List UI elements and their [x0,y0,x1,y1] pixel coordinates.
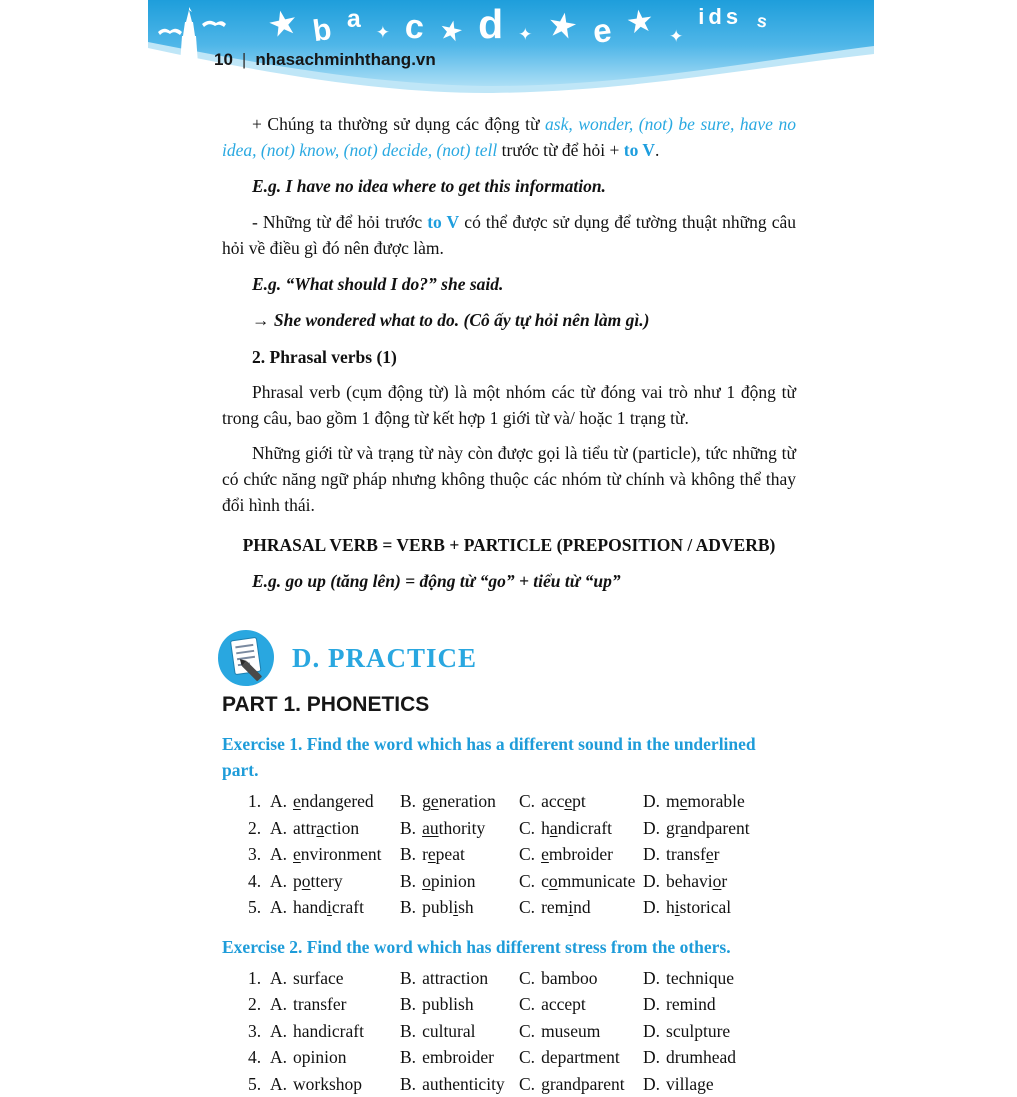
answer-option: D. drumhead [643,1044,796,1071]
text-run: + Chúng ta thường sử dụng các động từ [252,114,545,134]
option-letter: D. [643,871,660,891]
option-letter: D. [643,994,660,1014]
exercise-2-title: Exercise 2. Find the word which has different stress from the others. [222,934,796,960]
option-letter: C. [519,968,535,988]
option-letter: A. [270,871,287,891]
option-letter: D. [643,1047,660,1067]
question-row [248,1044,796,1071]
example-sentence-3: E.g. go up (tăng lên) = động từ “go” + tiểu từ “up” [222,568,796,594]
answer-option: D. memorable [643,788,796,815]
answer-option: A. handicraft [270,1018,400,1045]
question-row [248,788,796,815]
practice-section-header [216,628,796,688]
option-letter: B. [400,968,416,988]
exercise-1-title: Exercise 1. Find the word which has a different sound in the underlined part. [222,731,796,783]
answer-option: B. embroider [400,1044,519,1071]
option-letter: B. [400,791,416,811]
answer-option: C. accept [519,991,643,1018]
option-letter: C. [519,791,535,811]
option-letter: C. [519,897,535,917]
option-letter: B. [400,897,416,917]
answer-option: D. grandparent [643,815,796,842]
question-row [248,1018,796,1045]
header-decor-letters [268,8,868,49]
option-letter: D. [643,1074,660,1094]
answer-option: D. remind [643,991,796,1018]
option-letter: A. [270,844,287,864]
exercise-2-rows [248,965,796,1097]
answer-option: A. attraction [270,815,400,842]
answer-option: A. environment [270,841,400,868]
answer-option: D. historical [643,894,796,921]
answer-option: B. publish [400,894,519,921]
sparkle-icon: ✦ [518,26,532,43]
option-letter: A. [270,1074,287,1094]
answer-option: A. opinion [270,1044,400,1071]
decor-letter: s [756,11,768,30]
question-number: 5. [248,894,270,921]
option-letter: D. [643,791,660,811]
star-icon: ★ [436,16,465,47]
star-icon: ★ [545,8,581,47]
option-letter: D. [643,897,660,917]
decor-letter: b [311,15,333,47]
answer-option: A. surface [270,965,400,992]
question-number: 4. [248,868,270,895]
option-letter: D. [643,968,660,988]
answer-option: C. bamboo [519,965,643,992]
star-icon: ★ [624,4,656,39]
option-letter: B. [400,844,416,864]
answer-option: B. publish [400,991,519,1018]
option-letter: C. [519,994,535,1014]
sparkle-icon: ✦ [376,24,390,41]
practice-section-title: D. PRACTICE [292,645,477,671]
question-row [248,991,796,1018]
decor-letter: e [591,13,613,48]
option-letter: B. [400,1047,416,1067]
text-run: trước từ để hỏi + [497,140,624,160]
text-run: - Những từ để hỏi trước [252,212,427,232]
option-letter: A. [270,818,287,838]
phrasal-verb-formula: PHRASAL VERB = VERB + PARTICLE (PREPOSITION / ADVERB) [222,532,796,558]
notepad-pencil-icon [216,628,276,688]
to-v-label: to V [624,140,655,160]
page-number-line [214,50,436,70]
option-letter: C. [519,1021,535,1041]
divider: | [242,50,246,69]
option-letter: C. [519,818,535,838]
book-page [148,0,874,1017]
answer-option: C. department [519,1044,643,1071]
question-number: 2. [248,991,270,1018]
paragraph-reporting-verbs [222,111,796,163]
answer-option: C. accept [519,788,643,815]
answer-option: D. village [643,1071,796,1097]
answer-option: B. cultural [400,1018,519,1045]
text-run: có thể được sử dụng để tường thuật những câu hỏi về điều gì đó nên được làm. [222,212,796,258]
question-number: 5. [248,1071,270,1097]
answer-option: C. embroider [519,841,643,868]
verb-list: ask, wonder, (not) be sure, have no idea, (not) know, (not) decide, (not) tell [222,114,796,160]
answer-option: B. authenticity [400,1071,519,1097]
option-letter: B. [400,994,416,1014]
option-letter: B. [400,1074,416,1094]
option-letter: A. [270,1021,287,1041]
question-row [248,1071,796,1097]
option-letter: A. [270,897,287,917]
question-row [248,868,796,895]
answer-option: D. technique [643,965,796,992]
question-row [248,894,796,921]
part-1-title: PART 1. PHONETICS [222,692,796,718]
answer-option: B. repeat [400,841,519,868]
answer-option: C. handicraft [519,815,643,842]
answer-option: A. endangered [270,788,400,815]
option-letter: A. [270,791,287,811]
answer-option: B. opinion [400,868,519,895]
answer-option: C. museum [519,1018,643,1045]
star-icon: ★ [265,5,302,45]
answer-option: B. authority [400,815,519,842]
option-letter: C. [519,1074,535,1094]
paragraph-particle-definition: Những giới từ và trạng từ này còn được gọi là tiểu từ (particle), tức những từ có chức năng ngữ pháp nhưng không thuộc các nhóm từ chính và không thể thay đổi hình thái. [222,440,796,518]
paragraph-question-words [222,209,796,261]
question-number: 3. [248,1018,270,1045]
question-number: 1. [248,965,270,992]
page-number: 10 [214,50,233,69]
option-letter: B. [400,1021,416,1041]
answer-option: B. attraction [400,965,519,992]
question-number: 3. [248,841,270,868]
example-arrow-line: → She wondered what to do. (Cô ấy tự hỏi nên làm gì.) [222,307,796,333]
question-number: 1. [248,788,270,815]
page-content [148,100,874,1097]
text-run: . [655,140,659,160]
question-row [248,965,796,992]
option-letter: A. [270,968,287,988]
to-v-label: to V [427,212,459,232]
subsection-heading-phrasal-verbs: 2. Phrasal verbs (1) [222,344,796,370]
answer-option: B. generation [400,788,519,815]
decor-letter: d [478,4,503,45]
answer-option: A. pottery [270,868,400,895]
exercise-1-rows [248,788,796,921]
answer-option: C. grandparent [519,1071,643,1097]
option-letter: A. [270,994,287,1014]
option-letter: C. [519,1047,535,1067]
question-row [248,815,796,842]
site-name: nhasachminhthang.vn [255,50,435,69]
option-letter: D. [643,844,660,864]
answer-option: A. workshop [270,1071,400,1097]
answer-option: C. remind [519,894,643,921]
option-letter: C. [519,871,535,891]
question-row [248,841,796,868]
answer-option: D. sculpture [643,1018,796,1045]
page-header-banner [148,0,874,100]
question-number: 4. [248,1044,270,1071]
answer-option: D. transfer [643,841,796,868]
answer-option: A. handicraft [270,894,400,921]
answer-option: C. communicate [519,868,643,895]
question-number: 2. [248,815,270,842]
option-letter: B. [400,871,416,891]
decor-letter: c [404,9,425,44]
paragraph-phrasal-definition: Phrasal verb (cụm động từ) là một nhóm các từ đóng vai trò như 1 động từ trong câu, bao gồm 1 động từ kết hợp 1 giới từ và/ hoặc 1 trạng từ. [222,379,796,431]
option-letter: C. [519,844,535,864]
example-sentence-1: E.g. I have no idea where to get this information. [222,173,796,199]
option-letter: D. [643,1021,660,1041]
decor-letters-ids: ids [698,6,742,28]
option-letter: A. [270,1047,287,1067]
decor-letter: a [347,7,361,32]
answer-option: A. transfer [270,991,400,1018]
option-letter: D. [643,818,660,838]
example-sentence-2: E.g. “What should I do?” she said. [222,271,796,297]
answer-option: D. behavior [643,868,796,895]
sparkle-icon: ✦ [669,28,683,45]
option-letter: B. [400,818,416,838]
